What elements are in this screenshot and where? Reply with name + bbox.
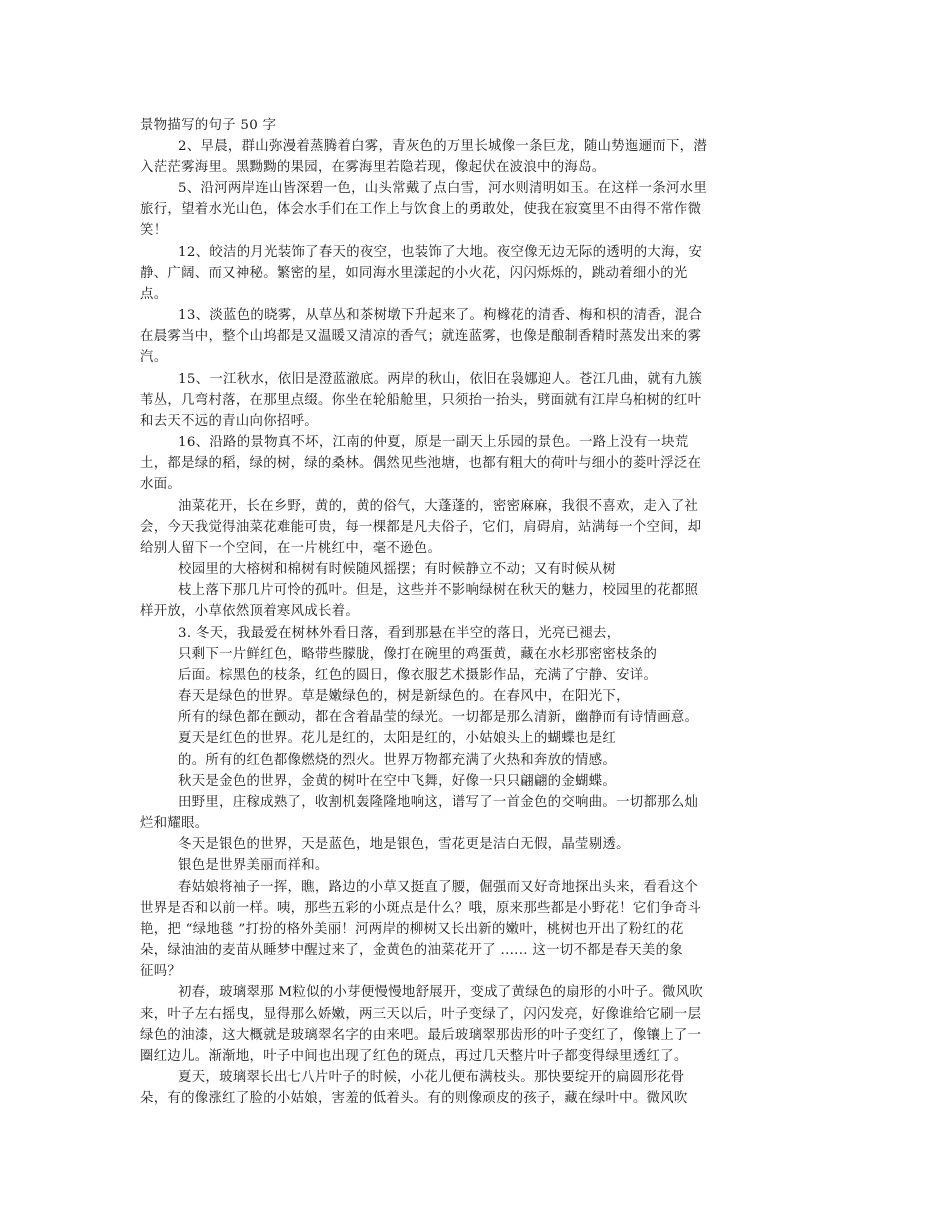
- text-line: 所有的绿色都在颤动，都在含着晶莹的绿光。一切都是那么清新，幽静而有诗情画意。: [178, 710, 699, 725]
- text-line: 点。: [140, 287, 168, 302]
- text-line: 12、皎洁的月光装饰了春天的夜空，也装饰了大地。夜空像无边无际的透明的大海，安: [178, 245, 703, 260]
- text-line: 只剩下一片鲜红色，略带些朦胧，像打在碗里的鸡蛋黄，藏在水杉那密密枝条的: [178, 647, 658, 662]
- text-line: 土，都是绿的稻，绿的树，绿的桑林。偶然见些池塘，也都有粗大的荷叶与细小的菱叶浮泛在: [140, 456, 702, 471]
- text-line: 3. 冬天，我最爱在树林外看日落，看到那悬在半空的落日，光亮已褪去，: [178, 626, 621, 641]
- text-line: 静、广阔、而又神秘。繁密的星，如同海水里漾起的小火花，闪闪烁烁的，跳动着细小的光: [140, 266, 688, 281]
- text-line: 银色是世界美丽而祥和。: [178, 858, 329, 873]
- text-line: 烂和耀眼。: [140, 816, 209, 831]
- document-title: 景物描写的句子 50 字: [140, 118, 277, 133]
- text-line: 2、早晨，群山弥漫着蒸腾着白雾，青灰色的万里长城像一条巨龙，随山势迤逦而下，潜: [178, 139, 708, 154]
- text-line: 艳，把 “绿地毯 ”打扮的格外美丽！河两岸的柳树又长出新的嫩叶，桃树也开出了粉红的花: [140, 922, 684, 937]
- text-line: 旅行，望着水光山色，体会水手们在工作上与饮食上的勇敢处，使我在寂寞里不由得不常作微: [140, 202, 702, 217]
- text-line: 朵，有的像涨红了脸的小姑娘，害羞的低着头。有的则像顽皮的孩子，藏在绿叶中。微风吹: [140, 1091, 688, 1106]
- text-line: 校园里的大榕树和棉树有时候随风摇摆；有时候静立不动；又有时候从树: [178, 562, 617, 577]
- text-line: 给别人留下一个空间，在一片桃红中，毫不逊色。: [140, 541, 442, 556]
- text-line: 征吗？: [140, 964, 182, 979]
- text-line: 油菜花开，长在乡野，黄的，黄的俗气，大蓬蓬的，密密麻麻，我很不喜欢，走入了社: [178, 499, 699, 514]
- text-line: 枝上落下那几片可怜的孤叶。但是，这些并不影响绿树在秋天的魅力，校园里的花都照: [178, 583, 699, 598]
- text-line: 和去天不远的青山向你招呼。: [140, 414, 318, 429]
- text-line: 汽。: [140, 350, 168, 365]
- text-line: 5、沿河两岸连山皆深碧一色，山头常戴了点白雪，河水则清明如玉。在这样一条河水里: [178, 181, 708, 196]
- text-line: 水面。: [140, 477, 182, 492]
- text-line: 夏天，玻璃翠长出七八片叶子的时候，小花儿便布满枝头。那快要绽开的扁圆形花骨: [178, 1070, 685, 1085]
- text-line: 初春，玻璃翠那 M粒似的小芽便慢慢地舒展开，变成了黄绿色的扇形的小叶子。微风吹: [178, 985, 704, 1000]
- text-line: 夏天是红色的世界。花儿是红的，太阳是红的，小姑娘头上的蝴蝶也是红: [178, 731, 617, 746]
- text-line: 的。所有的红色都像燃烧的烈火。世界万物都充满了火热和奔放的情感。: [178, 753, 617, 768]
- text-line: 16、沿路的景物真不坏，江南的仲夏，原是一副天上乐园的景色。一路上没有一块荒: [178, 435, 689, 450]
- text-line: 来，叶子左右摇曳，显得那么娇嫩，两三天以后，叶子变绿了，闪闪发亮，好像谁给它刷一层: [140, 1007, 702, 1022]
- text-line: 15、一江秋水，依旧是澄蓝澈底。两岸的秋山，依旧在袅娜迎人。苍江几曲，就有九簇: [178, 372, 703, 387]
- text-line: 朵，绿油油的麦苗从睡梦中醒过来了，金黄色的油菜花开了 ...... 这一切不都是春天美的象: [140, 943, 684, 958]
- text-line: 笑！: [140, 223, 168, 238]
- text-line: 13、淡蓝色的晓雾，从草丛和茶树墩下升起来了。枸橼花的清香、梅和枳的清香，混合: [178, 308, 703, 323]
- text-line: 入茫茫雾海里。黑黝黝的果园，在雾海里若隐若现，像起伏在波浪中的海岛。: [140, 160, 606, 175]
- text-line: 绿色的油漆，这大概就是玻璃翠名字的由来吧。最后玻璃翠那齿形的叶子变红了，像镶上了一: [140, 1028, 702, 1043]
- text-line: 后面。棕黑色的枝条，红色的圆日，像衣服艺术摄影作品，充满了宁静、安详。: [178, 668, 658, 683]
- text-line: 秋天是金色的世界，金黄的树叶在空中飞舞，好像一只只翩翩的金蝴蝶。: [178, 774, 617, 789]
- text-line: 春姑娘将袖子一挥，瞧，路边的小草又挺直了腰，倔强而又好奇地探出头来，看看这个: [178, 880, 699, 895]
- text-line: 春天是绿色的世界。草是嫩绿色的，树是新绿色的。在春风中，在阳光下，: [178, 689, 630, 704]
- text-line: 冬天是银色的世界，天是蓝色，地是银色，雪花更是洁白无假，晶莹剔透。: [178, 837, 630, 852]
- text-line: 样开放，小草依然顶着寒风成长着。: [140, 604, 360, 619]
- text-line: 世界是否和以前一样。咦，那些五彩的小斑点是什么？哦，原来那些都是小野花！它们争奇斗: [140, 901, 702, 916]
- text-line: 会，今天我觉得油菜花难能可贵，每一棵都是凡夫俗子，它们，肩碍肩，站满每一个空间，却: [140, 520, 702, 535]
- text-line: 田野里，庄稼成熟了，收割机轰隆隆地响这，谱写了一首金色的交响曲。一切都那么灿: [178, 795, 699, 810]
- text-line: 在晨雾当中，整个山坞都是又温暖又清凉的香气；就连蓝雾，也像是酿制香精时蒸发出来的雾: [140, 329, 702, 344]
- text-line: 苇丛，几弯村落，在那里点缀。你坐在轮船舱里，只须抬一抬头，劈面就有江岸乌桕树的红叶: [140, 393, 702, 408]
- text-line: 圈红边儿。渐渐地，叶子中间也出现了红色的斑点，再过几天整片叶子都变得绿里透红了。: [140, 1049, 688, 1064]
